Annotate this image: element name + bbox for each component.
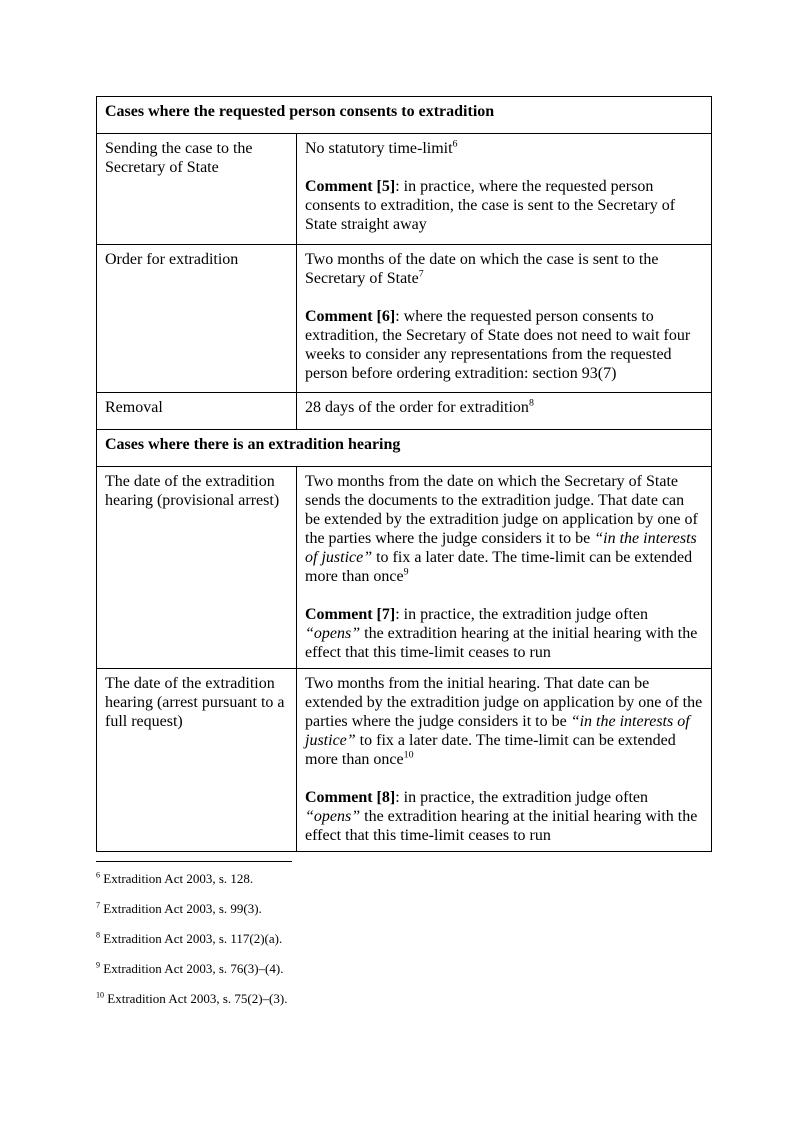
- footnote-text: Extradition Act 2003, s. 76(3)–(4).: [100, 961, 284, 976]
- section-header-hearing-cases: Cases where there is an extradition hearing: [97, 430, 712, 467]
- row-label-sending-case: Sending the case to the Secretary of State: [97, 134, 297, 245]
- row-label-hearing-provisional-arrest: The date of the extradition hearing (provisional arrest): [97, 467, 297, 669]
- row-label-hearing-full-request: The date of the extradition hearing (arrest pursuant to a full request): [97, 669, 297, 852]
- extradition-time-limits-table: [96, 96, 712, 852]
- footnote-separator: [96, 861, 292, 862]
- row-label-order-for-extradition: Order for extradition: [97, 245, 297, 393]
- footnote-number: 10: [96, 990, 105, 1000]
- table-row-sending-case: [97, 134, 712, 245]
- row-content-removal: 28 days of the order for extradition$^8$: [297, 393, 712, 430]
- footnote-text: Extradition Act 2003, s. 128.: [100, 871, 254, 886]
- footnote-number: 8: [96, 930, 101, 940]
- row-content-sending-case: No statutory time-limit$^6$ Comment [5]: in practice, where the requested person consents to extradition, the case is sent to the Secretary of State straight away: [297, 134, 712, 245]
- table-row-hearing-provisional-arrest: [97, 467, 712, 669]
- footnote-text: Extradition Act 2003, s. 75(2)–(3).: [104, 991, 288, 1006]
- table-row-section-header-2: [97, 430, 712, 467]
- footnote-10: [96, 992, 711, 1006]
- row-content-hearing-provisional-arrest: Two months from the date on which the Secretary of State sends the documents to the extradition judge. That date can be extended by the extradition judge on application by one of the parties where the judge considers it to be “in the interests of justice” to fix a later date. The time-limit can be extended more than once$^9$ Comment [7]: in practice, the extradition judge often “opens” the extradition hearing at the initial hearing with the effect that this time-limit ceases to run: [297, 467, 712, 669]
- footnote-number: 7: [96, 900, 101, 910]
- table-row-section-header-1: [97, 97, 712, 134]
- section-header-consent-cases: Cases where the requested person consents to extradition: [97, 97, 712, 134]
- footnote-text: Extradition Act 2003, s. 117(2)(a).: [100, 931, 283, 946]
- table-row-order-for-extradition: [97, 245, 712, 393]
- footnote-number: 6: [96, 870, 101, 880]
- footnote-text: Extradition Act 2003, s. 99(3).: [100, 901, 262, 916]
- footnote-7: [96, 902, 711, 916]
- table-row-removal: [97, 393, 712, 430]
- row-content-order-for-extradition: Two months of the date on which the case is sent to the Secretary of State$^7$ Comment [6]: where the requested person consents to extradition, the Secretary of State does not need to wait four weeks to consider any representations from the requested person before ordering extradition: section 93(7): [297, 245, 712, 393]
- table-row-hearing-full-request: [97, 669, 712, 852]
- row-content-hearing-full-request: Two months from the initial hearing. That date can be extended by the extradition judge on application by one of the parties where the judge considers it to be “in the interests of justice” to fix a later date. The time-limit can be extended more than once$^{10}$ Comment [8]: in practice, the extradition judge often “opens” the extradition hearing at the initial hearing with the effect that this time-limit ceases to run: [297, 669, 712, 852]
- footnote-9: [96, 962, 711, 976]
- footnote-8: [96, 932, 711, 946]
- row-label-removal: Removal: [97, 393, 297, 430]
- footnotes-section: [96, 872, 711, 1022]
- footnote-number: 9: [96, 960, 101, 970]
- footnote-6: [96, 872, 711, 886]
